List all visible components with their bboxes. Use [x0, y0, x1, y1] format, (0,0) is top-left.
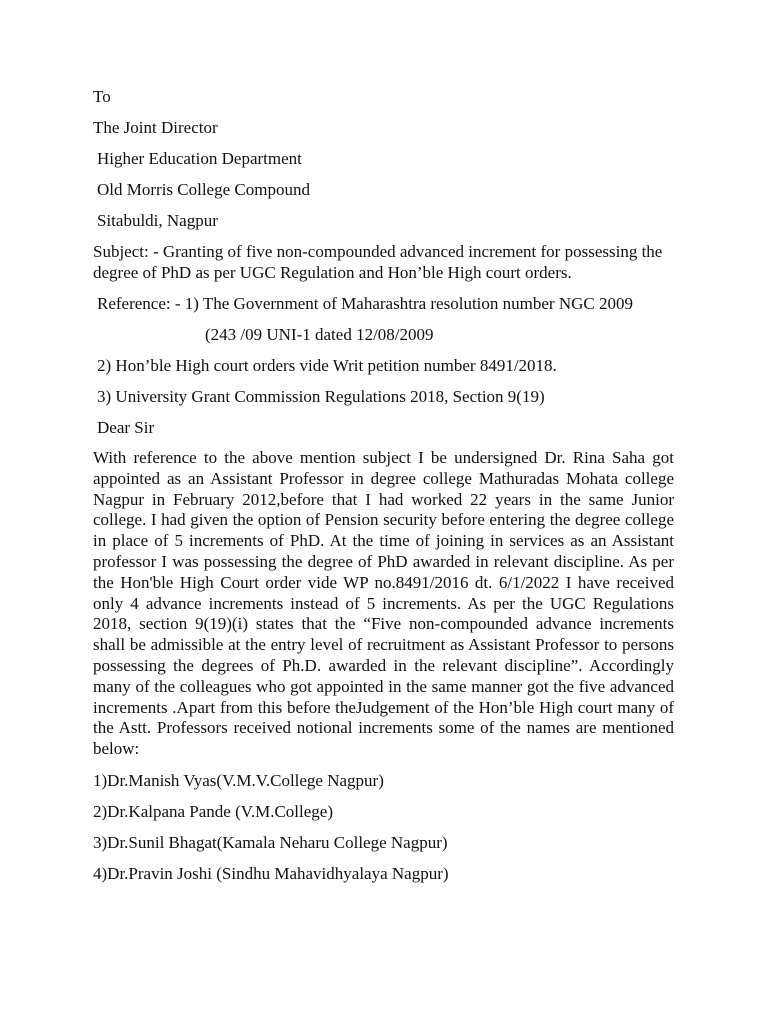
body-paragraph: With reference to the above mention subject I be undersigned Dr. Rina Saha got appointed as an Assistant Professor in degree college Mathuradas Mohata college Nagpur in February 2012,before that I had worked 22 years in the same Junior college. I had given the option of Pension security before entering the degree college in place of 5 increments of PhD. At the time of joining in services as an Assistant professor I was possessing the degree of PhD awarded in relevant discipline. As per the Hon'ble High Court order vide WP no.8491/2016 dt. 6/1/2022 I have received only 4 advance increments instead of 5 increments. As per the UGC Regulations 2018, section 9(19)(i) states that the “Five non-compounded advance increments shall be admissible at the entry level of recruitment as Assistant Professor to persons possessing the degrees of Ph.D. awarded in the relevant discipline”. Accordingly many of the colleagues who got appointed in the same manner got the five advanced increments .Apart from this before theJudgement of the Hon’ble High court many of the Astt. Professors received notional increments some of the names are mentioned below: — [93, 448, 674, 759]
reference-2: 2) Hon’ble High court orders vide Writ petition number 8491/2018. — [97, 356, 557, 375]
letter-page — [93, 86, 674, 894]
references-block — [93, 293, 674, 407]
address-line: Higher Education Department — [97, 149, 302, 168]
list-item: 2)Dr.Kalpana Pande (V.M.College) — [93, 801, 333, 821]
reference-1: Reference: - 1) The Government of Maharashtra resolution number NGC 2009 — [97, 294, 633, 313]
greeting: Dear Sir — [97, 418, 155, 437]
address-block — [93, 117, 674, 231]
reference-1-continuation: (243 /09 UNI-1 dated 12/08/2009 — [205, 325, 434, 344]
address-line: The Joint Director — [93, 118, 218, 137]
address-line: Old Morris College Compound — [97, 180, 310, 199]
subject-line: Subject: - Granting of five non-compounded advanced increment for possessing the degree of PhD as per UGC Regulation and Hon’ble High court orders. — [93, 242, 663, 282]
list-item: 1)Dr.Manish Vyas(V.M.V.College Nagpur) — [93, 770, 384, 790]
names-list — [93, 770, 674, 884]
address-line: Sitabuldi, Nagpur — [97, 211, 218, 230]
list-item: 4)Dr.Pravin Joshi (Sindhu Mahavidhyalaya Nagpur) — [93, 863, 449, 883]
salutation-to: To — [93, 87, 111, 106]
reference-3: 3) University Grant Commission Regulations 2018, Section 9(19) — [97, 387, 545, 406]
list-item: 3)Dr.Sunil Bhagat(Kamala Neharu College Nagpur) — [93, 832, 448, 852]
